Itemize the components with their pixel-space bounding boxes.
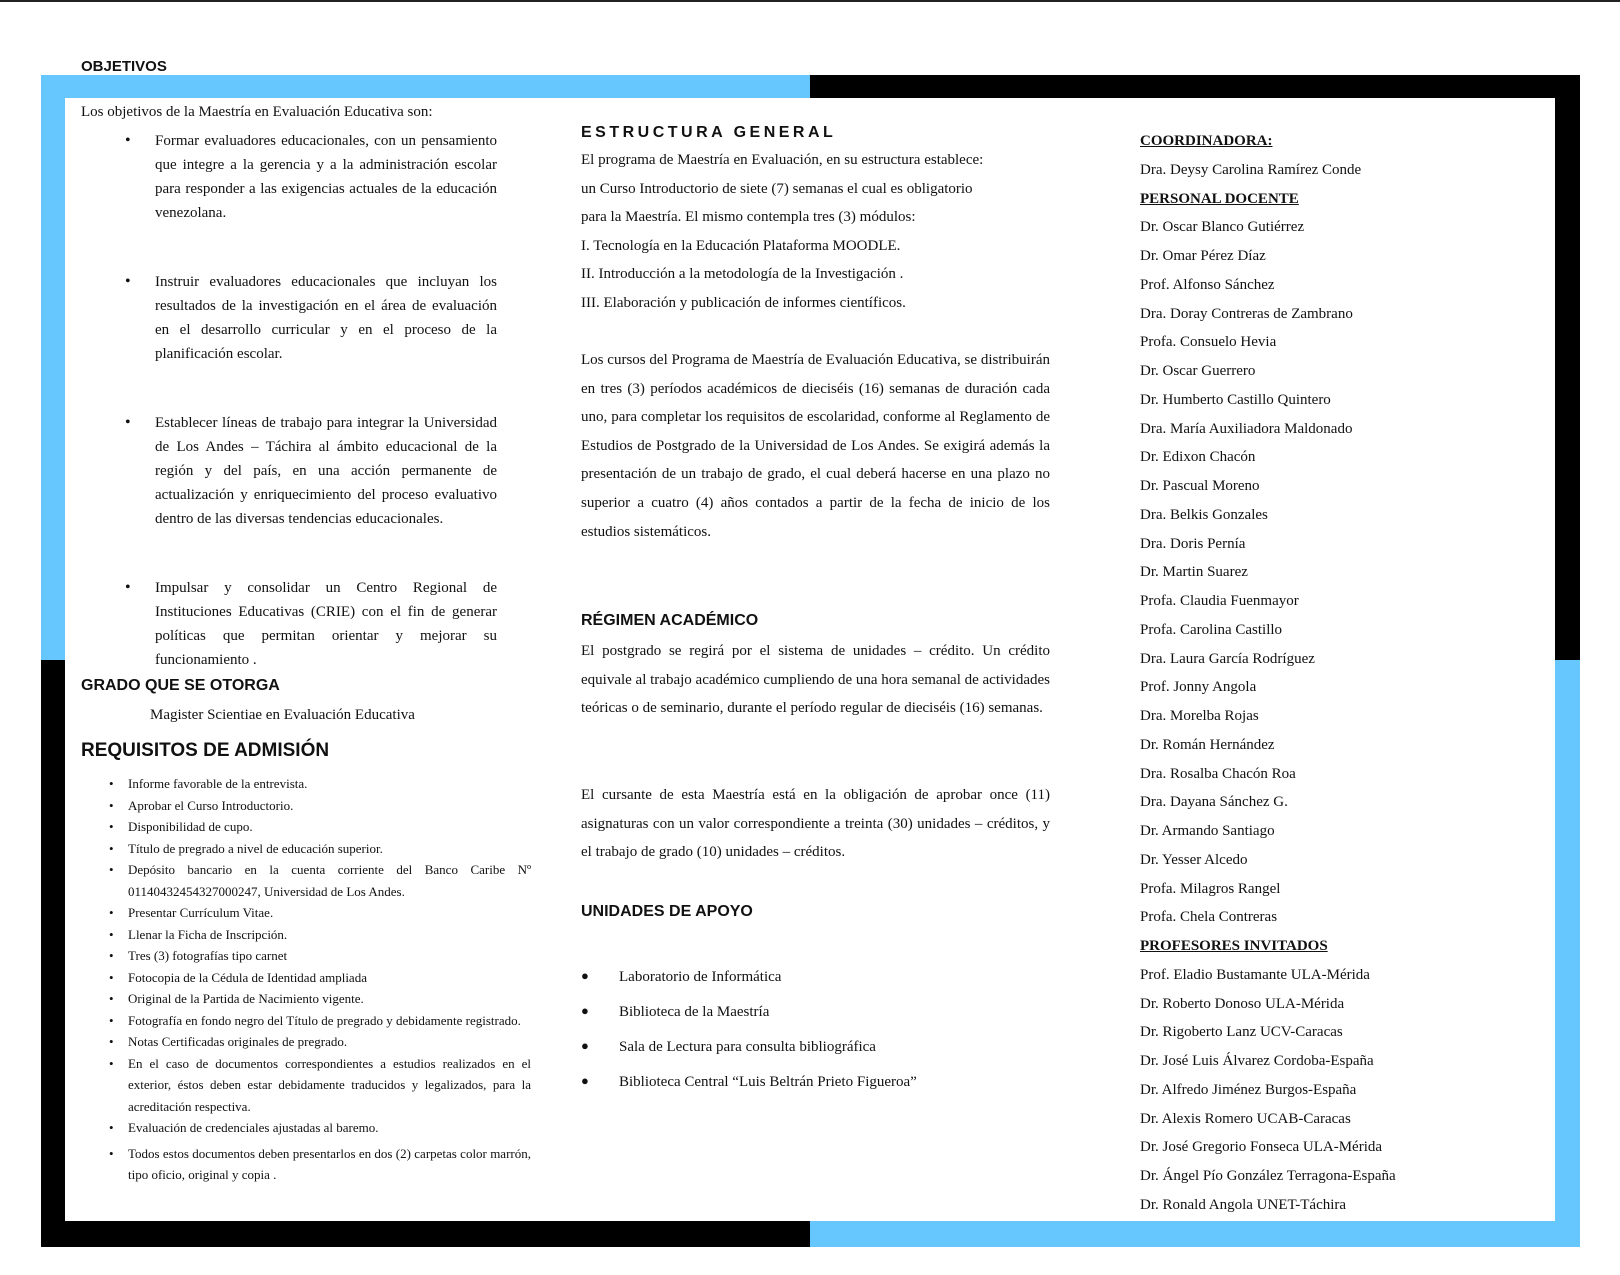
objetivos-section <box>81 104 521 717</box>
invitado-item: Prof. Eladio Bustamante ULA-Mérida <box>1140 966 1370 983</box>
requisito-item: • Informe favorable de la entrevista. <box>81 773 531 795</box>
frame-top-right-black <box>810 75 1580 98</box>
docente-item: Profa. Chela Contreras <box>1140 909 1278 926</box>
docente-item: Dra. Belkis Gonzales <box>1140 506 1268 523</box>
objetivo-item: • Impulsar y consolidar un Centro Regional de Instituciones Educativas (CRIE) con el fin de generar políticas que permitan orientar y mejorar su funcionamiento . <box>81 576 497 672</box>
invitado-item: Dr. Ronald Angola UNET-Táchira <box>1140 1196 1347 1213</box>
regimen-text: El postgrado se regirá por el sistema de unidades – crédito. Un crédito equivale al trabajo académico cumpliendo de una hora semanal de actividades teóricas o de seminario, durante el período regular de dieciséis (16) semanas. <box>581 643 1050 717</box>
docente-item: Dr. Martin Suarez <box>1140 564 1248 581</box>
objetivos-intro: Los objetivos de la Maestría en Evaluación Educativa son: <box>81 104 433 120</box>
grado-heading: GRADO QUE SE OTORGA <box>81 677 280 694</box>
estructura-line: para la Maestría. El mismo contempla tres (3) módulos: <box>581 209 916 226</box>
cursos-text: Los cursos del Programa de Maestría de Evaluación Educativa, se distribuirán en tres (3) períodos académicos de dieciséis (16) semanas de duración cada uno, para completar los requisitos de escolaridad, conforme al Reglamento de Estudios de Postgrado de la Universidad de Los Andes. Se exigirá además la presentación de un trabajo de grado, el cual deberá hacerse en una plazo no superior a cuatro (4) años contados a partir de la fecha de inicio de los estudios sistemáticos. <box>581 352 1050 540</box>
requisito-item: • Evaluación de credenciales ajustadas al baremo. <box>81 1117 531 1139</box>
docente-item: Dra. Dayana Sánchez G. <box>1140 794 1288 811</box>
estructura-line: un Curso Introductorio de siete (7) semanas el cual es obligatorio <box>581 180 973 197</box>
grado-text: Magister Scientiae en Evaluación Educativa <box>150 707 415 723</box>
invitados-list <box>1140 961 1500 1220</box>
invitado-item: Dr. Ángel Pío González Terragona-España <box>1140 1168 1396 1184</box>
requisito-item: • Depósito bancario en la cuenta corriente del Banco Caribe Nº 01140432454327000247, Universidad de Los Andes. <box>81 859 531 902</box>
docente-item: Prof. Jonny Angola <box>1140 679 1257 696</box>
cursos-paragraph <box>581 346 1050 546</box>
invitado-item: Dr. José Luis Álvarez Cordoba-España <box>1140 1053 1374 1069</box>
docente-item: Dr. Oscar Guerrero <box>1140 363 1256 379</box>
frame-bottom-right-blue <box>810 1221 1580 1247</box>
apoyo-heading: UNIDADES DE APOYO <box>581 903 753 920</box>
docente-item: Dr. Armando Santiago <box>1140 823 1275 839</box>
apoyo-item: ● Biblioteca de la Maestría <box>581 1000 917 1035</box>
apoyo-item: ● Laboratorio de Informática <box>581 965 917 1000</box>
docente-item: Dr. Oscar Blanco Gutiérrez <box>1140 219 1305 236</box>
requisito-item: • Aprobar el Curso Introductorio. <box>81 795 531 817</box>
docente-item: Dra. Doray Contreras de Zambrano <box>1140 305 1353 322</box>
apoyo-item: ● Biblioteca Central “Luis Beltrán Prieto Figueroa” <box>581 1070 917 1105</box>
frame-bottom-left-black <box>41 1221 810 1247</box>
estructura-heading: ESTRUCTURA GENERAL <box>581 124 837 141</box>
docente-item: Dra. Rosalba Chacón Roa <box>1140 765 1296 782</box>
docente-item: Dra. Doris Pernía <box>1140 535 1246 552</box>
requisitos-list <box>81 773 531 1186</box>
frame-top-left-blue <box>41 75 810 98</box>
requisito-item: • En el caso de documentos correspondientes a estudios realizados en el exterior, éstos deben estar debidamente traducidos y legalizados, para la acreditación respectiva. <box>81 1053 531 1118</box>
coordinadora-name: Dra. Deysy Carolina Ramírez Conde <box>1140 161 1362 178</box>
docente-item: Dr. Edixon Chacón <box>1140 449 1256 466</box>
docente-item: Prof. Alfonso Sánchez <box>1140 276 1275 293</box>
requisito-item: • Fotografía en fondo negro del Título de pregrado y debidamente registrado. <box>81 1010 531 1032</box>
objetivos-list <box>81 129 521 672</box>
frame-left-top-blue <box>41 75 65 660</box>
objetivo-item: • Instruir evaluadores educacionales que incluyan los resultados de la investigación en el área de evaluación en el desarrollo curricular y en el proceso de la planificación escolar. <box>81 270 497 366</box>
invitado-item: Dr. Alexis Romero UCAB-Caracas <box>1140 1110 1351 1127</box>
docente-heading: PERSONAL DOCENTE <box>1140 190 1299 207</box>
docente-item: Dra. María Auxiliadora Maldonado <box>1140 420 1353 437</box>
requisito-item: • Llenar la Ficha de Inscripción. <box>81 924 531 946</box>
docentes-list <box>1140 213 1500 932</box>
docente-item: Profa. Claudia Fuenmayor <box>1140 593 1299 609</box>
docente-item: Dr. Pascual Moreno <box>1140 478 1260 494</box>
estructura-line: El programa de Maestría en Evaluación, en su estructura establece: <box>581 152 984 168</box>
docente-item: Profa. Carolina Castillo <box>1140 621 1283 638</box>
regimen-heading: RÉGIMEN ACADÉMICO <box>581 612 759 629</box>
objetivo-item: • Formar evaluadores educacionales, con un pensamiento que integre a la gerencia y a la administración escolar para responder a las exigencias actuales de la educación venezolana. <box>81 129 497 225</box>
regimen-paragraph <box>581 637 1050 723</box>
coordinadora-heading: COORDINADORA: <box>1140 133 1273 149</box>
invitado-item: Dr. Alfredo Jiménez Burgos-España <box>1140 1081 1357 1098</box>
requisito-item: • Fotocopia de la Cédula de Identidad ampliada <box>81 967 531 989</box>
estructura-text <box>581 146 1050 318</box>
requisito-item: • Original de la Partida de Nacimiento vigente. <box>81 988 531 1010</box>
personal-column <box>1140 127 1500 1220</box>
cursante-paragraph <box>581 781 1050 867</box>
requisito-item: • Disponibilidad de cupo. <box>81 816 531 838</box>
objetivo-item: • Establecer líneas de trabajo para integrar la Universidad de Los Andes – Táchira al ámbito educacional de la región y del país, en una acción permanente de actualización y enriquecimiento del proceso evaluativo dentro de las diversas tendencias educacionales. <box>81 411 497 531</box>
requisito-item: • Notas Certificadas originales de pregrado. <box>81 1031 531 1053</box>
estructura-line: III. Elaboración y publicación de informes científicos. <box>581 294 906 311</box>
estructura-line: I. Tecnología en la Educación Plataforma MOODLE. <box>581 237 901 254</box>
docente-item: Dr. Omar Pérez Díaz <box>1140 248 1266 264</box>
docente-item: Dra. Laura García Rodríguez <box>1140 650 1315 667</box>
requisito-item: • Todos estos documentos deben presentarlos en dos (2) carpetas color marrón, tipo oficio, original y copia . <box>81 1143 531 1186</box>
apoyo-list <box>581 965 917 1105</box>
objetivos-heading: OBJETIVOS <box>81 58 167 75</box>
invitado-item: Dr. Roberto Donoso ULA-Mérida <box>1140 995 1345 1012</box>
apoyo-item: ● Sala de Lectura para consulta bibliográfica <box>581 1035 917 1070</box>
docente-item: Dr. Yesser Alcedo <box>1140 851 1248 868</box>
docente-item: Profa. Consuelo Hevia <box>1140 334 1277 351</box>
requisito-item: • Título de pregrado a nivel de educación superior. <box>81 838 531 860</box>
cursante-text: El cursante de esta Maestría está en la obligación de aprobar once (11) asignaturas con un valor correspondiente a treinta (30) unidades – créditos, y el trabajo de grado (10) unidades – créditos. <box>581 787 1050 861</box>
invitados-heading: PROFESORES INVITADOS <box>1140 938 1328 954</box>
requisito-item: • Presentar Currículum Vitae. <box>81 902 531 924</box>
docente-item: Dr. Román Hernández <box>1140 736 1275 753</box>
invitado-item: Dr. José Gregorio Fonseca ULA-Mérida <box>1140 1139 1383 1156</box>
frame-right-top-black <box>1555 75 1580 660</box>
frame-right-bottom-blue <box>1555 660 1580 1247</box>
docente-item: Dr. Humberto Castillo Quintero <box>1140 391 1331 408</box>
invitado-item: Dr. Rigoberto Lanz UCV-Caracas <box>1140 1024 1343 1041</box>
top-rule <box>0 0 1620 2</box>
docente-item: Profa. Milagros Rangel <box>1140 880 1281 897</box>
requisito-item: • Tres (3) fotografías tipo carnet <box>81 945 531 967</box>
docente-item: Dra. Morelba Rojas <box>1140 708 1259 724</box>
requisitos-heading: REQUISITOS DE ADMISIÓN <box>81 740 330 761</box>
frame-left-bottom-black <box>41 660 65 1247</box>
estructura-line: II. Introducción a la metodología de la Investigación . <box>581 266 904 283</box>
